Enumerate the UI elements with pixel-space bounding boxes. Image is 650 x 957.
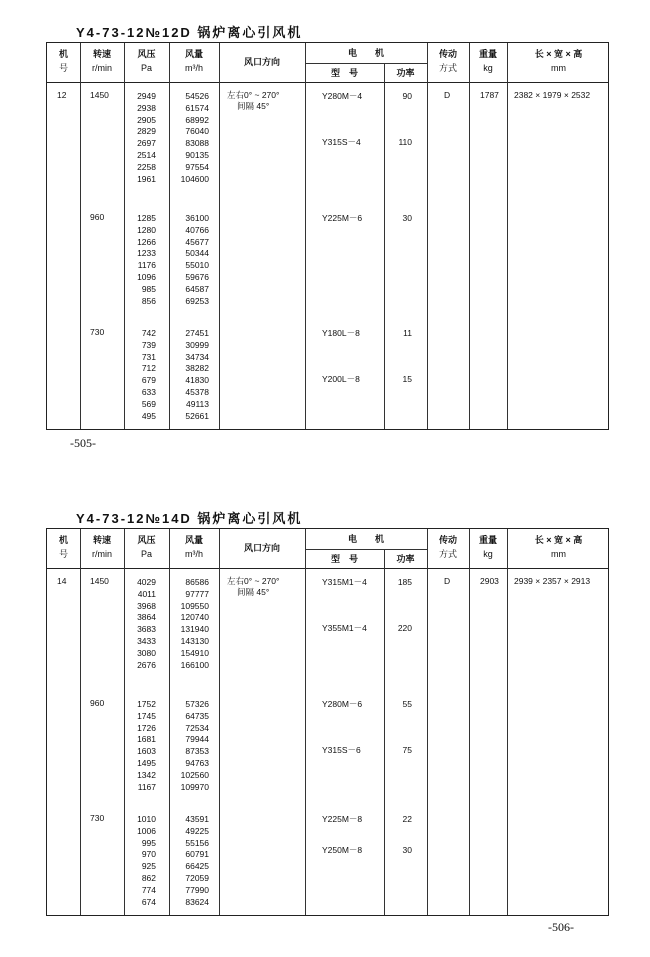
header-speed [80, 535, 124, 560]
pressure-value: 985 [141, 283, 156, 294]
flow-value: 76040 [185, 126, 209, 137]
header-pressure [124, 49, 169, 74]
pressure-value: 731 [141, 351, 156, 362]
header-dimensions [507, 535, 610, 560]
drive-type: D [444, 576, 451, 586]
flow-value: 109550 [180, 600, 209, 611]
flow-value: 97777 [185, 588, 209, 599]
flow-value: 55156 [185, 837, 209, 848]
header-dimensions-unit: mm [551, 63, 566, 73]
flow-value: 90135 [185, 150, 209, 160]
header-flow-label: 风量 [184, 535, 203, 545]
header-direction: 风口方向 [243, 543, 280, 553]
flow-value: 79944 [185, 734, 209, 745]
pressure-value: 4029 [137, 577, 156, 587]
pressure-value: 856 [141, 295, 156, 306]
flow-value: 64735 [185, 710, 209, 721]
table-body [47, 569, 608, 915]
pressure-value: 633 [141, 387, 156, 397]
header-machine-no-label: 机 [58, 535, 68, 545]
pressure-value: 1010 [137, 814, 156, 824]
header-direction: 风口方向 [243, 57, 280, 67]
header-drive [427, 535, 469, 560]
dimensions-value: 2939 × 2357 × 2913 [514, 576, 591, 586]
direction-line-1: 左右0° ~ 270° [227, 576, 280, 586]
header-drive-label: 传动 [438, 49, 457, 59]
machine-no: 12 [57, 90, 67, 100]
pressure-value: 1726 [137, 722, 156, 733]
flow-value: 45677 [185, 236, 209, 247]
table-body [47, 83, 608, 429]
pressure-value: 2829 [137, 126, 156, 137]
header-motor-model: 型 号 [330, 68, 358, 78]
motor-power: 15 [402, 374, 412, 385]
flow-value: 104600 [180, 173, 209, 184]
pressure-value: 925 [141, 861, 156, 872]
pressure-value: 1096 [137, 272, 156, 282]
flow-value: 36100 [185, 213, 209, 223]
flow-value: 55010 [185, 260, 209, 271]
weight-value: 2903 [480, 576, 499, 586]
page-number-505: -505- [70, 436, 96, 450]
flow-value: 40766 [185, 224, 209, 235]
pressure-value: 970 [141, 849, 156, 860]
header-machine-no-unit: 号 [58, 63, 68, 73]
header-motor-power: 功率 [396, 68, 415, 78]
header-speed [80, 49, 124, 74]
header-motor-model: 型 号 [330, 554, 358, 564]
flow-value: 69253 [185, 295, 209, 306]
header-dimensions-label: 长 × 宽 × 高 [534, 535, 583, 545]
pressure-value: 1233 [137, 248, 156, 259]
flow-value: 45378 [185, 387, 209, 397]
flow-value: 83624 [185, 896, 209, 907]
header-subdivider [305, 63, 427, 64]
header-dimensions-label: 长 × 宽 × 高 [534, 49, 583, 59]
header-drive-unit: 方式 [438, 549, 457, 559]
header-pressure-label: 风压 [137, 49, 156, 59]
header-speed-label: 转速 [92, 49, 111, 59]
pressure-value: 742 [141, 328, 156, 338]
flow-value: 97554 [185, 161, 209, 172]
motor-model: Y315S－4 [322, 137, 361, 148]
weight-value: 1787 [480, 90, 499, 100]
speed-value: 1450 [90, 90, 109, 100]
machine-no: 14 [57, 576, 67, 586]
pressure-value: 1266 [137, 236, 156, 247]
flow-value: 87353 [185, 746, 209, 757]
motor-model: Y315M1－4 [322, 577, 367, 587]
table-header [47, 43, 608, 83]
motor-model: Y280M－6 [322, 699, 363, 709]
motor-model: Y180L－8 [322, 328, 360, 338]
header-machine-no [47, 535, 80, 560]
flow-value: 64587 [185, 283, 209, 294]
pressure-value: 2949 [137, 91, 156, 101]
pressure-value: 3080 [137, 647, 156, 658]
dimensions-value: 2382 × 1979 × 2532 [514, 90, 591, 100]
header-drive [427, 49, 469, 74]
speed-value: 960 [90, 698, 105, 708]
flow-value: 143130 [180, 636, 209, 646]
pressure-value: 3968 [137, 600, 156, 611]
flow-value: 59676 [185, 272, 209, 282]
flow-value: 83088 [185, 138, 209, 149]
header-speed-unit: r/min [92, 549, 112, 559]
flow-value: 109970 [180, 781, 209, 792]
pressure-value: 495 [141, 410, 156, 421]
pressure-value: 1280 [137, 224, 156, 235]
motor-power: 30 [402, 844, 412, 855]
pressure-value: 569 [141, 398, 156, 409]
flow-value: 43591 [185, 814, 209, 824]
header-weight [469, 535, 507, 560]
motor-model: Y280M－4 [322, 91, 363, 101]
header-speed-unit: r/min [92, 63, 112, 73]
page-number-506: -506- [548, 920, 574, 934]
pressure-value: 1006 [137, 825, 156, 836]
flow-value: 57326 [185, 699, 209, 709]
motor-model: Y225M－8 [322, 814, 363, 824]
pressure-value: 2938 [137, 102, 156, 113]
flow-value: 131940 [180, 624, 209, 635]
motor-power: 55 [402, 699, 412, 709]
pressure-value: 1176 [137, 260, 156, 271]
motor-model: Y315S－6 [322, 745, 361, 756]
header-flow-unit: m³/h [185, 549, 203, 559]
speed-value: 1450 [90, 576, 109, 586]
header-flow [169, 49, 219, 74]
pressure-value: 1285 [137, 213, 156, 223]
speed-value: 730 [90, 813, 105, 823]
table-title: Y4-73-12№12D 锅炉离心引风机 [76, 25, 303, 40]
spec-table [46, 42, 609, 430]
header-weight [469, 49, 507, 74]
header-dimensions-unit: mm [551, 549, 566, 559]
pressure-value: 3433 [137, 636, 156, 646]
motor-power: 110 [398, 137, 412, 148]
flow-value: 72059 [185, 873, 209, 883]
header-weight-label: 重量 [478, 535, 497, 545]
flow-value: 72534 [185, 722, 209, 733]
pressure-value: 3864 [137, 612, 156, 623]
flow-value: 54526 [185, 91, 209, 101]
motor-power: 22 [402, 814, 412, 824]
header-pressure-label: 风压 [137, 535, 156, 545]
flow-value: 27451 [185, 328, 209, 338]
flow-value: 166100 [180, 659, 209, 670]
pressure-value: 1495 [137, 758, 156, 768]
motor-power: 30 [402, 213, 412, 223]
speed-value: 960 [90, 212, 105, 222]
motor-model: Y355M1－4 [322, 623, 367, 634]
flow-value: 68992 [185, 114, 209, 125]
header-drive-label: 传动 [438, 535, 457, 545]
pressure-value: 2514 [137, 150, 156, 160]
pressure-value: 1342 [137, 769, 156, 780]
header-flow [169, 535, 219, 560]
header-pressure-unit: Pa [140, 549, 152, 559]
header-dimensions [507, 49, 610, 74]
flow-value: 154910 [180, 647, 209, 658]
pressure-value: 2905 [137, 114, 156, 125]
header-pressure [124, 535, 169, 560]
flow-value: 61574 [185, 102, 209, 113]
header-motor-power: 功率 [396, 554, 415, 564]
pressure-value: 774 [141, 884, 156, 895]
pressure-value: 712 [141, 363, 156, 374]
flow-value: 30999 [185, 339, 209, 350]
flow-value: 50344 [185, 248, 209, 259]
flow-value: 49113 [185, 398, 209, 409]
flow-value: 52661 [185, 410, 209, 421]
flow-value: 102560 [180, 769, 209, 780]
direction-line-1: 左右0° ~ 270° [227, 90, 280, 100]
header-subdivider [305, 549, 427, 550]
motor-power: 75 [402, 745, 412, 756]
header-motor: 电 机 [347, 48, 384, 58]
pressure-value: 1603 [137, 746, 156, 757]
pressure-value: 674 [141, 896, 156, 907]
motor-model: Y200L－8 [322, 374, 360, 385]
header-machine-no-unit: 号 [58, 549, 68, 559]
drive-type: D [444, 90, 451, 100]
pressure-value: 862 [141, 873, 156, 883]
header-weight-unit: kg [483, 549, 493, 559]
flow-value: 86586 [185, 577, 209, 587]
flow-value: 77990 [185, 884, 209, 895]
flow-value: 38282 [185, 363, 209, 374]
pressure-value: 1681 [137, 734, 156, 745]
pressure-value: 995 [141, 837, 156, 848]
header-drive-unit: 方式 [438, 63, 457, 73]
flow-value: 41830 [185, 375, 209, 386]
flow-value: 49225 [185, 825, 209, 836]
pressure-value: 2258 [137, 161, 156, 172]
flow-value: 60791 [185, 849, 209, 860]
spec-table [46, 528, 609, 916]
pressure-value: 1745 [137, 710, 156, 721]
pressure-value: 739 [141, 339, 156, 350]
header-pressure-unit: Pa [140, 63, 152, 73]
motor-model: Y225M－6 [322, 213, 363, 223]
pressure-value: 679 [141, 375, 156, 386]
flow-value: 94763 [185, 758, 209, 768]
header-weight-label: 重量 [478, 49, 497, 59]
pressure-value: 1961 [137, 173, 156, 184]
motor-power: 185 [397, 577, 412, 587]
header-machine-no-label: 机 [58, 49, 68, 59]
header-motor: 电 机 [347, 534, 384, 544]
direction-line-2: 间隔 45° [237, 587, 270, 597]
motor-power: 90 [402, 91, 412, 101]
table-header [47, 529, 608, 569]
table-title: Y4-73-12№14D 锅炉离心引风机 [76, 511, 303, 526]
pressure-value: 2697 [137, 138, 156, 149]
flow-value: 34734 [185, 351, 209, 362]
motor-power: 11 [403, 328, 412, 338]
header-machine-no [47, 49, 80, 74]
direction-line-2: 间隔 45° [237, 101, 270, 111]
header-flow-label: 风量 [184, 49, 203, 59]
motor-power: 220 [397, 623, 412, 634]
header-weight-unit: kg [483, 63, 493, 73]
flow-value: 120740 [180, 612, 209, 623]
pressure-value: 2676 [137, 659, 156, 670]
pressure-value: 4011 [137, 588, 156, 599]
pressure-value: 1752 [137, 699, 156, 709]
flow-value: 66425 [185, 861, 209, 872]
pressure-value: 1167 [137, 781, 156, 792]
motor-model: Y250M－8 [322, 844, 363, 855]
header-flow-unit: m³/h [185, 63, 203, 73]
pressure-value: 3683 [137, 624, 156, 635]
speed-value: 730 [90, 327, 105, 337]
header-speed-label: 转速 [92, 535, 111, 545]
